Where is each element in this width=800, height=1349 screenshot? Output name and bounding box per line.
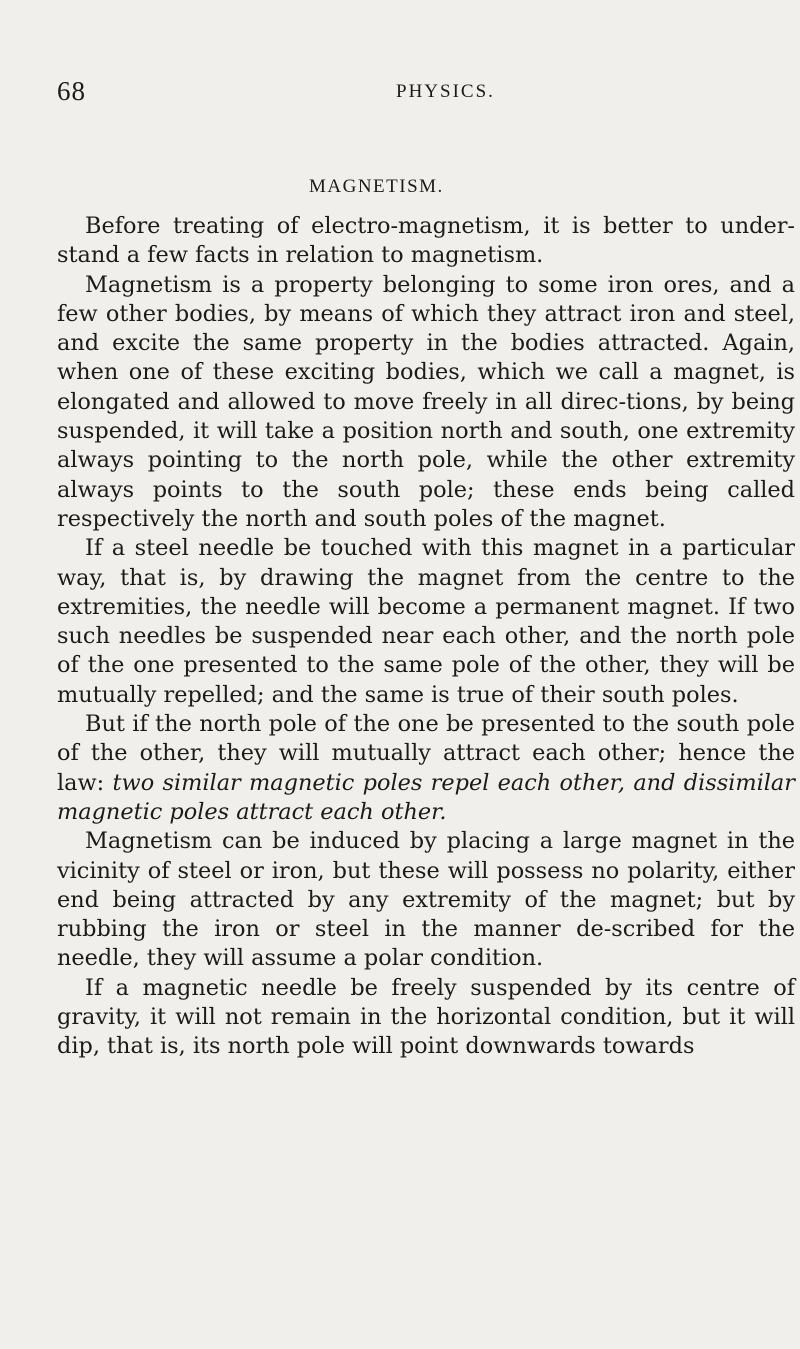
page-number: 68	[57, 76, 86, 106]
body-text	[57, 212, 795, 1062]
paragraph-4	[57, 710, 795, 827]
magnetic-law: two similar magnetic poles repel each other, and dissimilar magnetic poles attract each other.	[57, 769, 795, 825]
paragraph-4-text: But if the north pole of the one be presented to the south pole of the other, they will mutually attract each other; hence the law:	[57, 711, 795, 796]
paragraph-2: Magnetism is a property belonging to some iron ores, and a few other bodies, by means of which they attract iron and steel, and excite the same property in the bodies attracted. Again, when one of these exciting bodies, which we call a magnet, is elongated and allowed to move freely in all direc-tions, by being suspended, it will take a position north and south, one extremity always pointing to the north pole, while the other extremity always points to the south pole; these ends being called respectively the north and south poles of the magnet.	[57, 271, 795, 532]
paragraph-6: If a magnetic needle be freely suspended by its centre of gravity, it will not remain in the horizontal condition, but it will dip, that is, its north pole will point downwards towards	[57, 974, 795, 1060]
paragraph-3: If a steel needle be touched with this magnet in a particular way, that is, by drawing the magnet from the centre to the extremities, the needle will become a permanent magnet. If two such needles be suspended near each other, and the north pole of the one presented to the same pole of the other, they will be mutually repelled; and the same is true of their south poles.	[57, 535, 795, 708]
running-head: PHYSICS.	[396, 81, 495, 102]
paragraph-5: Magnetism can be induced by placing a large magnet in the vicinity of steel or iron, but these will possess no polarity, either end being attracted by any extremity of the magnet; but by rubbing the iron or steel in the manner de-scribed for the needle, they will assume a polar condition.	[57, 828, 795, 972]
section-title: MAGNETISM.	[309, 176, 444, 197]
paragraph-1: Before treating of electro-magnetism, it is better to under-stand a few facts in relation to magnetism.	[57, 213, 795, 269]
page-header	[57, 76, 770, 116]
